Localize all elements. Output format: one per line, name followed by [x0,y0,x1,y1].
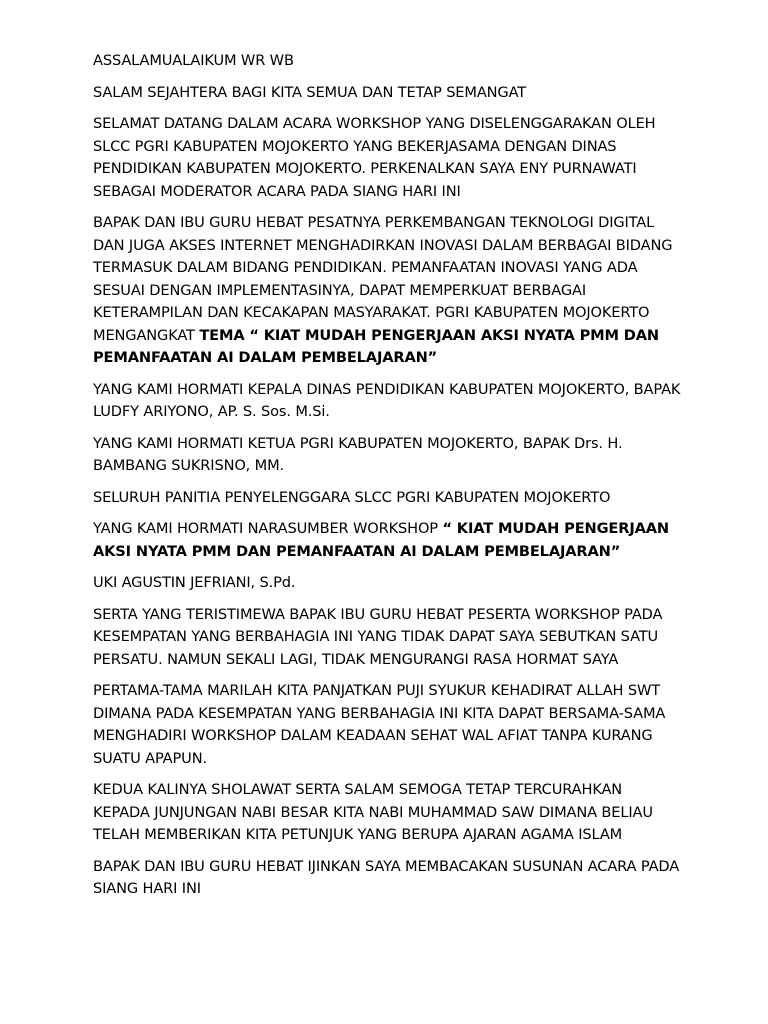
paragraph-agenda-intro [93,856,683,901]
paragraph-welcome [93,113,683,203]
paragraph-respect-head-office [93,379,683,424]
paragraph-sholawat [93,779,683,847]
paragraph-text: BAPAK DAN IBU GURU HEBAT PESATNYA PERKEMBANGAN TEKNOLOGI DIGITAL DAN JUGA AKSES INTERNET MENGHADIRKAN INOVASI DALAM BERBAGAI BIDANG TERMASUK DALAM BIDANG PENDIDIKAN. PEMANFAATAN INOVASI YANG ADA SESUAI DENGAN IMPLEMENTASINYA, DAPAT MEMPERKUAT BERBAGAI KETERAMPILAN DAN KECAKAPAN MASYARAKAT. PGRI KABUPATEN MOJOKERTO MENGANGKAT [93,214,673,344]
paragraph-salutation [93,82,683,105]
paragraph-text: KEDUA KALINYA SHOLAWAT SERTA SALAM SEMOGA TETAP TERCURAHKAN KEPADA JUNJUNGAN NABI BESAR KITA NABI MUHAMMAD SAW DIMANA BELIAU TELAH MEMBERIKAN KITA PETUNJUK YANG BERUPA AJARAN AGAMA ISLAM [93,781,653,843]
paragraph-text: SELURUH PANITIA PENYELENGGARA SLCC PGRI KABUPATEN MOJOKERTO [93,488,611,506]
document-page [93,50,683,910]
paragraph-text: UKI AGUSTIN JEFRIANI, S.Pd. [93,574,296,591]
paragraph-respect-pgri-chair [93,433,683,478]
paragraph-greeting [93,50,683,73]
workshop-theme-title: “ KIAT MUDAH PENGERJAAN AKSI NYATA PMM DAN PEMANFAATAN AI DALAM PEMBELAJARAN” [93,520,669,560]
paragraph-committee [93,487,683,510]
paragraph-theme-intro [93,212,683,370]
paragraph-text: YANG KAMI HORMATI NARASUMBER WORKSHOP [93,520,443,537]
paragraph-speaker-name [93,572,683,595]
paragraph-text: YANG KAMI HORMATI KETUA PGRI KABUPATEN MOJOKERTO, BAPAK Drs. H. BAMBANG SUKRISNO, MM. [93,434,623,474]
paragraph-text: SALAM SEJAHTERA BAGI KITA SEMUA DAN TETAP SEMANGAT [93,83,527,101]
paragraph-gratitude [93,680,683,770]
paragraph-respect-speaker [93,518,683,563]
workshop-theme-title: TEMA “ KIAT MUDAH PENGERJAAN AKSI NYATA PMM DAN PEMANFAATAN AI DALAM PEMBELAJARAN” [93,326,659,366]
paragraph-text: PERTAMA-TAMA MARILAH KITA PANJATKAN PUJI SYUKUR KEHADIRAT ALLAH SWT DIMANA PADA KESEMPATAN YANG BERBAHAGIA INI KITA DAPAT BERSAMA-SAMA MENGHADIRI WORKSHOP DALAM KEADAAN SEHAT WAL AFIAT TANPA KURANG SUATU APAPUN. [93,682,666,767]
paragraph-text: BAPAK DAN IBU GURU HEBAT IJINKAN SAYA MEMBACAKAN SUSUNAN ACARA PADA SIANG HARI INI [93,857,680,897]
paragraph-text: SERTA YANG TERISTIMEWA BAPAK IBU GURU HEBAT PESERTA WORKSHOP PADA KESEMPATAN YANG BERBAHAGIA INI YANG TIDAK DAPAT SAYA SEBUTKAN SATU PERSATU. NAMUN SEKALI LAGI, TIDAK MENGURANGI RASA HORMAT SAYA [93,605,663,668]
paragraph-text: ASSALAMUALAIKUM WR WB [93,52,294,69]
paragraph-participants [93,604,683,672]
paragraph-text: YANG KAMI HORMATI KEPALA DINAS PENDIDIKAN KABUPATEN MOJOKERTO, BAPAK LUDFY ARIYONO, AP. S. Sos. M.Si. [93,380,681,420]
paragraph-text: SELAMAT DATANG DALAM ACARA WORKSHOP YANG DISELENGGARAKAN OLEH SLCC PGRI KABUPATEN MOJOKERTO YANG BEKERJASAMA DENGAN DINAS PENDIDIKAN KABUPATEN MOJOKERTO. PERKENALKAN SAYA ENY PURNAWATI SEBAGAI MODERATOR ACARA PADA SIANG HARI INI [93,115,656,200]
